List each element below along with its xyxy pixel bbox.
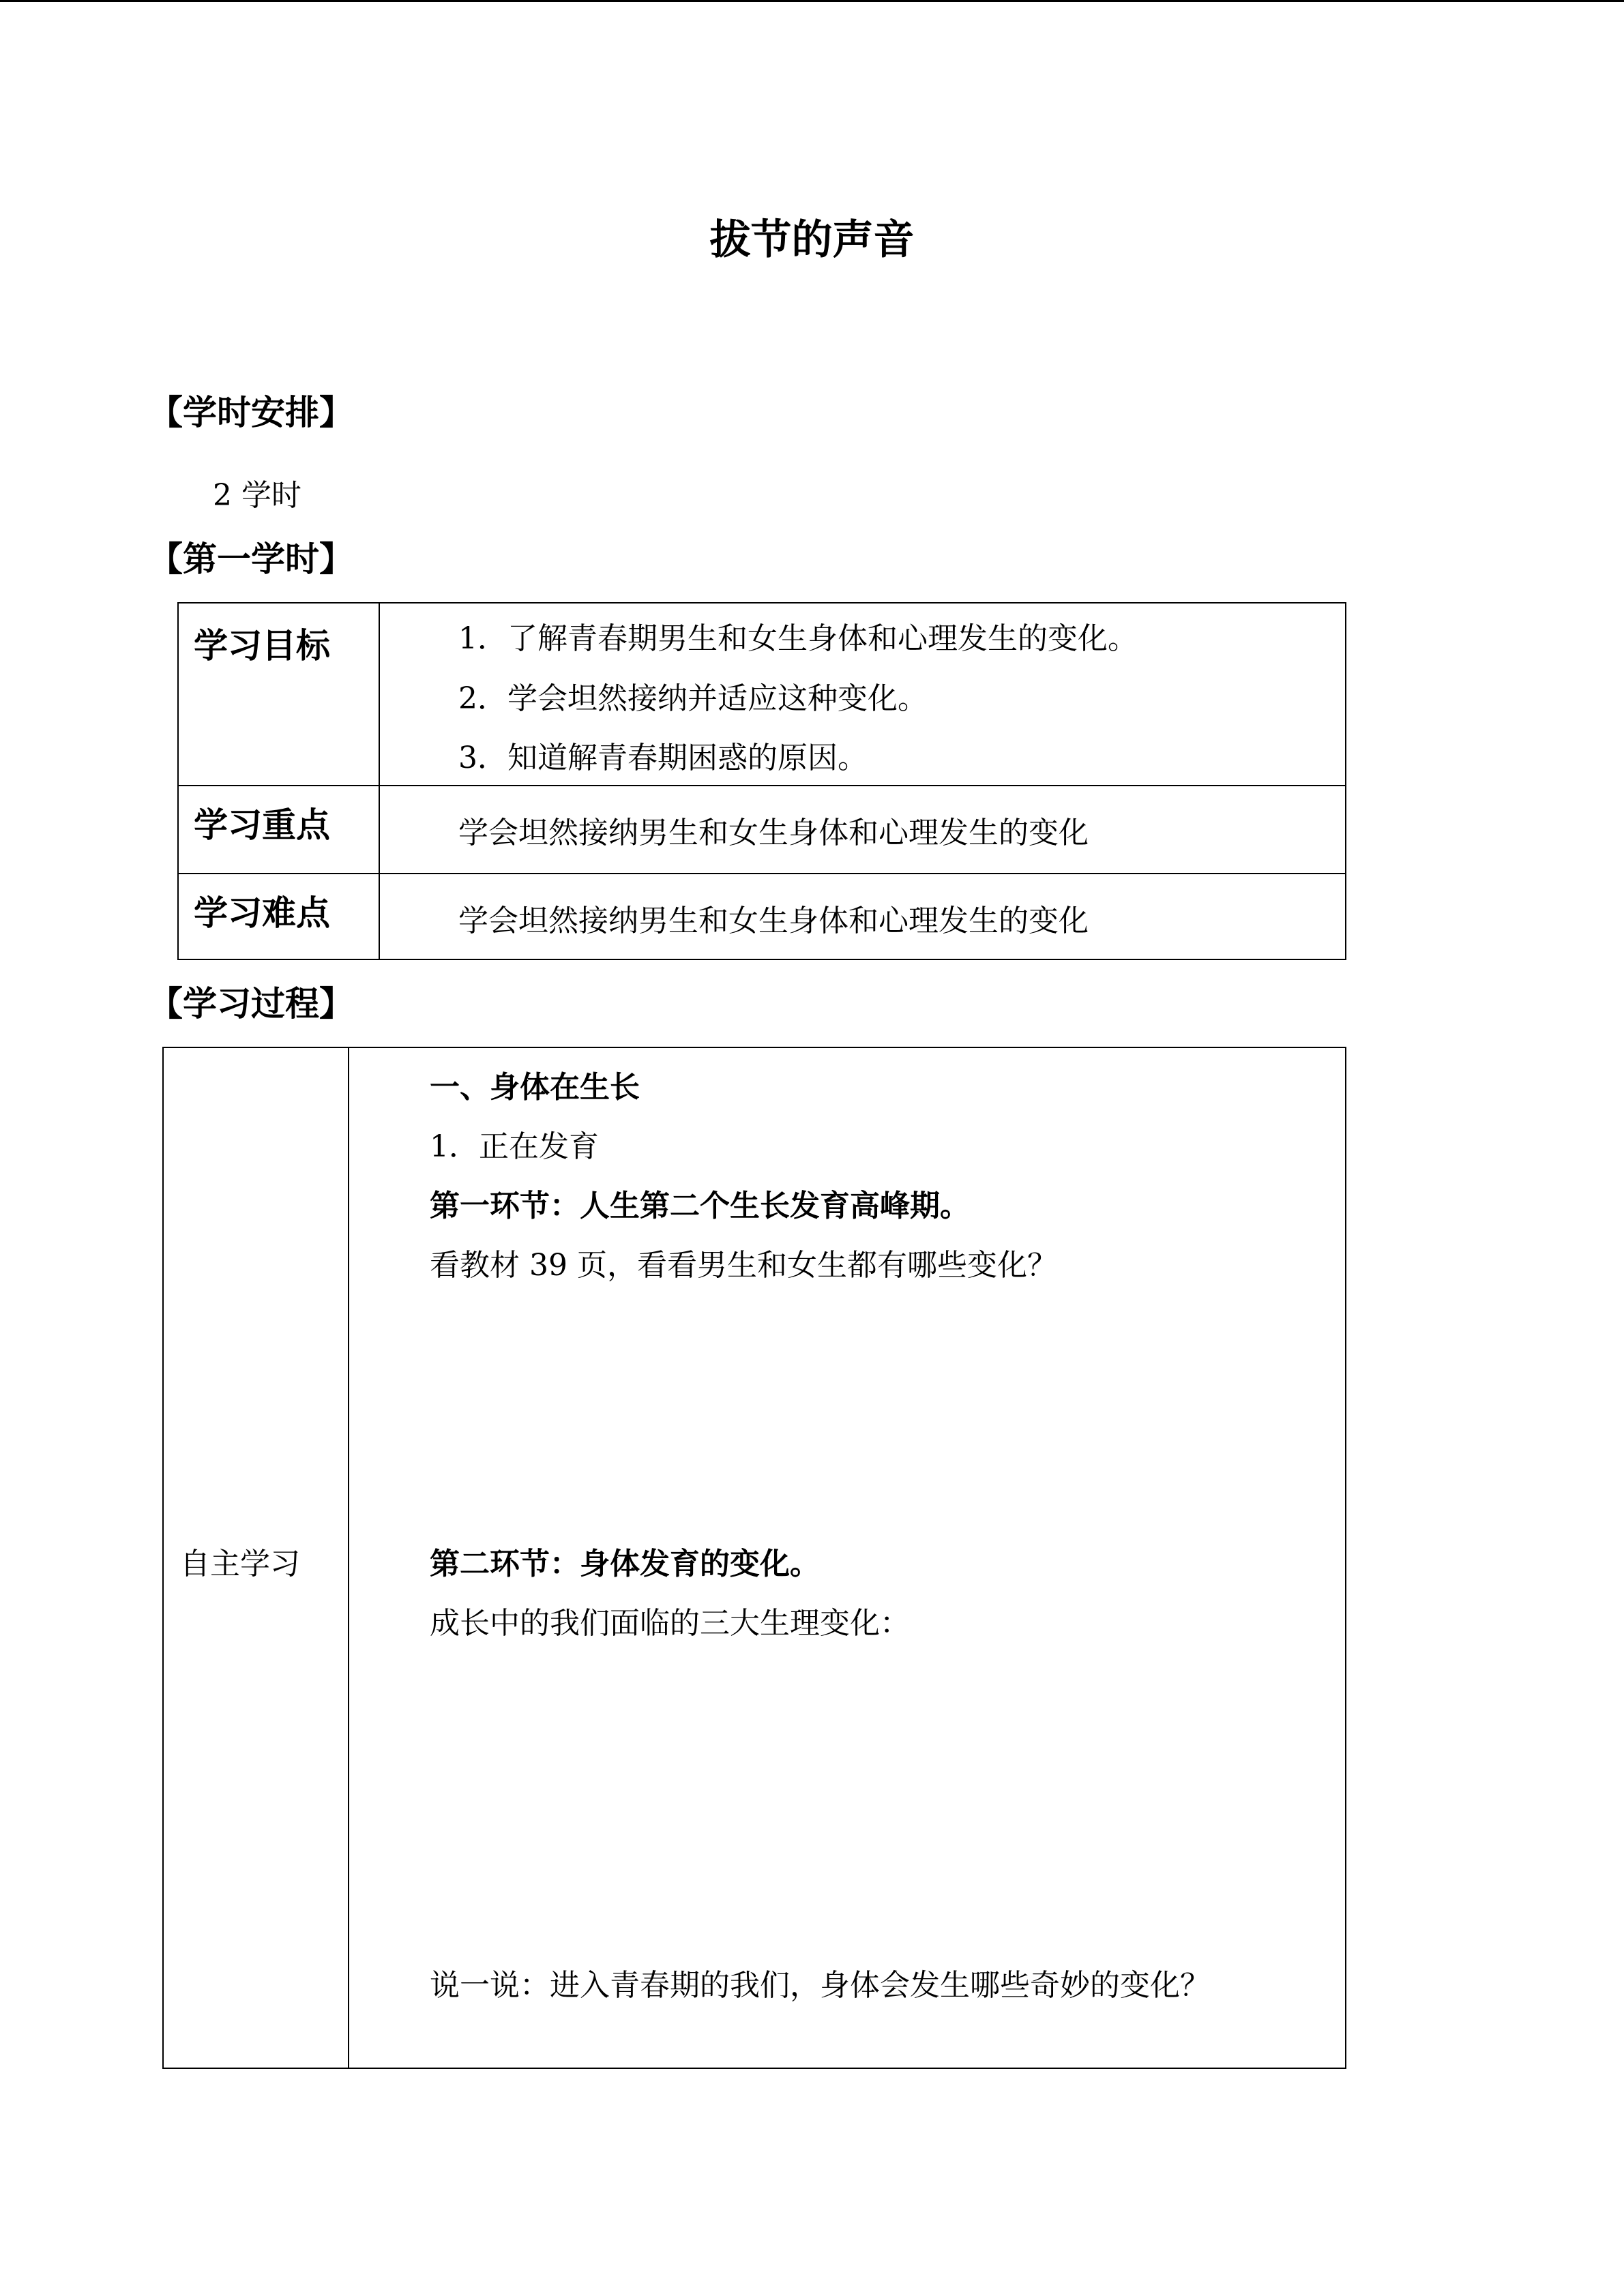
process-heading: 【学习过程】 xyxy=(149,984,353,1024)
step1-prompt: 看教材 39 页，看看男生和女生都有哪些变化？ xyxy=(430,1248,1057,1283)
table-column-divider xyxy=(379,603,380,959)
table-row-divider xyxy=(179,785,1345,786)
step2-title: 第二环节：身体发育的变化。 xyxy=(430,1547,820,1581)
table-row-divider xyxy=(179,873,1345,874)
discussion-prompt: 说一说：进入青春期的我们，身体会发生哪些奇妙的变化？ xyxy=(430,1968,1210,2003)
table-column-divider xyxy=(348,1048,349,2068)
objectives-label: 学习目标 xyxy=(194,626,330,666)
objective-item: 2．学会坦然接纳并适应这种变化。 xyxy=(458,681,928,716)
self-study-label: 自主学习 xyxy=(180,1547,300,1581)
step2-prompt: 成长中的我们面临的三大生理变化： xyxy=(430,1606,910,1641)
subsection-title: 1．正在发育 xyxy=(430,1129,599,1164)
page-top-border xyxy=(0,0,1624,2)
schedule-heading: 【学时安排】 xyxy=(149,393,353,432)
first-period-heading: 【第一学时】 xyxy=(149,539,353,579)
page-title: 拔节的声音 xyxy=(709,216,915,264)
objectives-table xyxy=(177,602,1346,960)
difficult-points-text: 学会坦然接纳男生和女生身体和心理发生的变化 xyxy=(458,904,1089,938)
key-points-label: 学习重点 xyxy=(194,805,330,845)
process-table xyxy=(162,1047,1346,2069)
section-title: 一、身体在生长 xyxy=(430,1070,640,1105)
objective-item: 3．知道解青春期困惑的原因。 xyxy=(458,741,868,775)
difficult-points-label: 学习难点 xyxy=(194,893,330,933)
step1-title: 第一环节：人生第二个生长发育高峰期。 xyxy=(430,1189,970,1223)
key-points-text: 学会坦然接纳男生和女生身体和心理发生的变化 xyxy=(458,816,1089,850)
schedule-value: 2 学时 xyxy=(213,478,301,513)
objective-item: 1．了解青春期男生和女生身体和心理发生的变化。 xyxy=(458,621,1138,656)
